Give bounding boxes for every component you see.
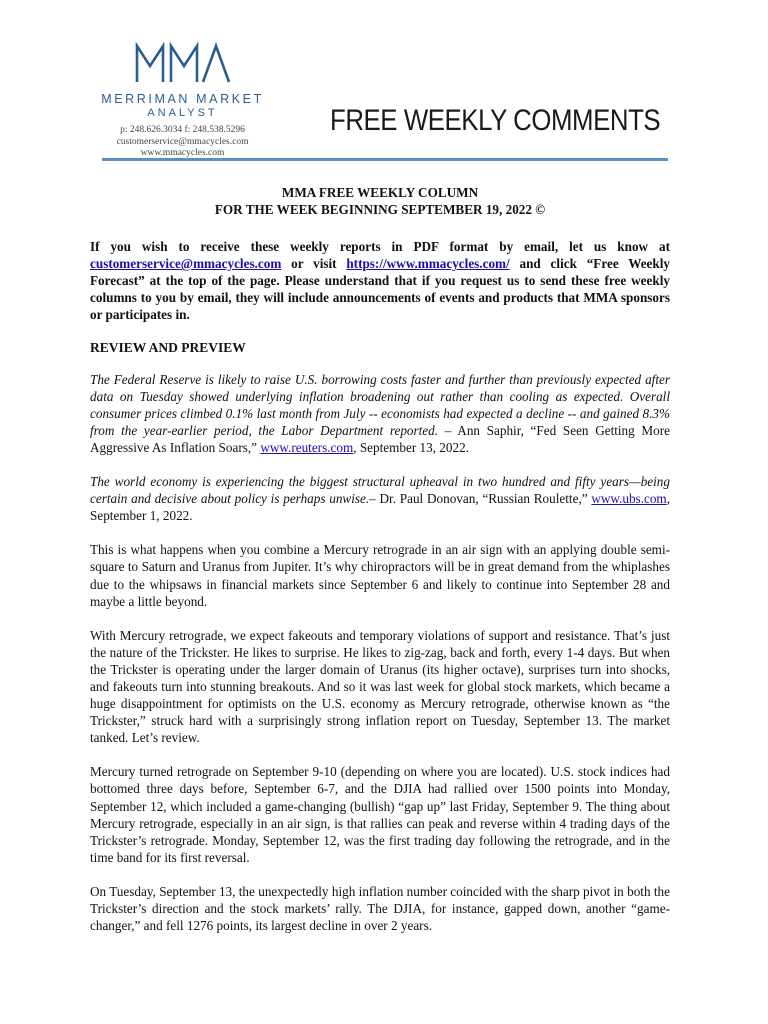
column-title (90, 184, 670, 218)
ubs-link[interactable]: www.ubs.com (591, 491, 667, 507)
quote-reuters (90, 371, 670, 456)
quote-date: , September 1, 2022. (90, 491, 670, 524)
body-paragraph: Mercury turned retrograde on September 9-10 (depending on where you are located). U.S. stock indices had bottomed three days before, September 6-7, and the DJIA had rallied over 1500 points into Monday, September 12, which included a game-changing (bullish) “gap up” last Friday, September 9. The thing about Mercury retrograde, especially in an air sign, is that rallies can peak and reverse within 4 trading days of the Trickster’s retrograde. Monday, September 12, was the first trading day following the retrograde, and in the time band for its first reversal. (90, 764, 670, 865)
brand-subtitle: ANALYST (147, 107, 218, 119)
body-paragraph: With Mercury retrograde, we expect fakeouts and temporary violations of support and resistance. That’s just the nature of the Trickster. He likes to surprise. He likes to zig-zag, back and forth, every 1-4 days. But when the Trickster is operating under the larger domain of Uranus (its higher octave), surprises turn into shocks, and fakeouts turn into stunning breakouts. And so it was last week for global stock markets, which became a huge disappointment for optimists on the U.S. economy as Mercury retrograde, otherwise known as “the Trickster,” struck hard with a surprisingly strong inflation report on Tuesday, September 13. The market tanked. Let’s review. (90, 627, 670, 746)
quote-attribution: – Ann Saphir, “Fed Seen Getting More Aggressive As Inflation Soars,” (90, 422, 670, 455)
column-title-line1: MMA FREE WEEKLY COLUMN (281, 185, 479, 200)
main-content (90, 178, 670, 934)
section-heading: REVIEW AND PREVIEW (90, 340, 246, 356)
contact-info (100, 125, 265, 160)
intro-text-2: or visit (281, 256, 347, 272)
svg-text:MMA: MMA (132, 27, 173, 44)
logo-block (100, 27, 265, 160)
column-title-line2: FOR THE WEEK BEGINNING SEPTEMBER 19, 2022 © (214, 202, 546, 217)
quote-text: The world economy is experiencing the biggest structural upheaval in two hundred and fifty years—being certain and decisive about policy is perhaps unwise. (90, 474, 670, 507)
email-link[interactable]: customerservice@mmacycles.com (90, 256, 282, 272)
header-divider (102, 158, 668, 161)
quote-attribution: – Dr. Paul Donovan, “Russian Roulette,” (369, 491, 592, 507)
banner-title: FREE WEEKLY COMMENTS (330, 104, 661, 137)
quote-text: The Federal Reserve is likely to raise U.S. borrowing costs faster and further than previously expected after data on Tuesday showed underlying inflation broadening out rather than cooling as expected. Overall consumer prices climbed 0.1% last month from July -- economists had expected a decline -- and gained 8.3% from the year-earlier period, the Labor Department reported. (90, 371, 670, 438)
brand-name: MERRIMAN MARKET (101, 92, 264, 106)
body-paragraph: On Tuesday, September 13, the unexpectedly high inflation number coincided with the sharp pivot in both the Trickster’s direction and the stock markets’ rally. The DJIA, for instance, gapped down, another “game-changer,” and fell 1276 points, its largest decline in over 2 years. (90, 883, 670, 934)
mma-logo-icon (132, 27, 233, 86)
intro-text-1: If you wish to receive these weekly reports in PDF format by email, let us know at (90, 239, 670, 254)
reuters-link[interactable]: www.reuters.com (260, 439, 354, 455)
body-paragraph: This is what happens when you combine a Mercury retrograde in an air sign with an applying double semi-square to Saturn and Uranus from Jupiter. It’s why chiropractors will be in great demand from the whiplashes due to the whipsaws in financial markets since September 6 and likely to continue into September 28 and maybe a little beyond. (90, 542, 670, 609)
contact-website: www.mmacycles.com (140, 148, 225, 158)
quote-ubs (90, 473, 670, 524)
website-link[interactable]: https://www.mmacycles.com/ (346, 256, 510, 272)
phone-line: p: 248.626.3034 f: 248.538.5296 (120, 125, 245, 135)
contact-email: customerservice@mmacycles.com (116, 136, 249, 147)
quote-date: , September 13, 2022. (353, 439, 469, 455)
intro-paragraph (90, 238, 670, 323)
intro-text-3: and click “Free Weekly Forecast” at the top of the page. Please understand that if you request us to send these free weekly columns to you by email, they will include announcements of events and products that MMA sponsors or participates in. (90, 256, 670, 323)
